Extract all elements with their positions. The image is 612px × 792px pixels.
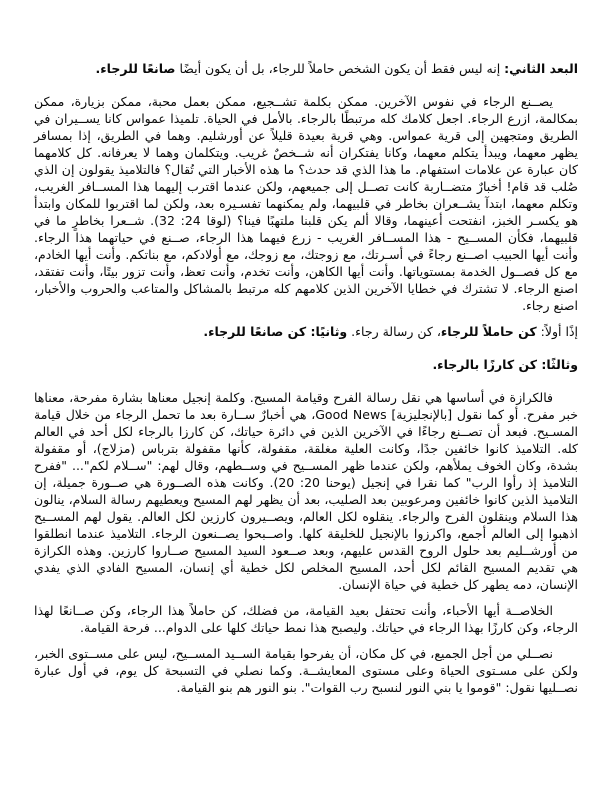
- heading-second-dimension-bold-tail: صانعًا للرجاء.: [95, 61, 176, 76]
- recap-bold-second: وثانيًا: كن صانعًا للرجاء.: [203, 324, 348, 339]
- recap-line: [34, 323, 578, 340]
- heading-third-point: وثالثًا: كن كارزًا بالرجاء.: [432, 357, 578, 372]
- recap-lead: إذًا أولاً:: [536, 324, 578, 339]
- paragraph-preaching: فالكرازة في أساسها هي نقل رسالة الفرح وقيامة المسيح. وكلمة إنجيل معناها بشارة مفرحة، معناها خبر مفرح. أو كما نقول [بالإنجليزية] Good News، هي أخبارٌ ســارة بعد ما تحمل الرجاء من خلال قيامة المسـيح. فبعد أن تصــنع رجاءًا في الآخرين الذين في دائرة حياتك، كن كارزا بالرجاء لكل أحد في العالم كله. التلاميذ كانوا خائفين جدًا، وكانت العلية مغلقة، مقفولة، كأنها مقفولة بترباس (مزلاج)، أو مقفولة بشدة، وكان الخوف يملأهم، ولكن عندما ظهر المســيح في وســطهم، وقال لهم: "ســلام لكم"... "ففرح التلاميذ إذ رأوا الرب" كما نقرا في إنجيل (يوحنا 20: 20). وكانت هذه الصــورة هي صــورة جميلة، إن التلاميذ الذين كانوا خائفين ومرعوبين بعد الصليب، بعد أن يظهر لهم المسيح ويعطيهم رسالة السلام، ينالون هذا السلام وينقلون الفرح والرجاء. ينقلوه لكل العالم، ويصــيرون كارزين لكل العالم. يقول لهم المســيح اذهبوا إلى العالم أجمع، واكرزوا بالإنجيل للخليقة كلها. واصــبحوا يصــنعون الرجاء. التلاميذ عندما انطلقوا من أورشــليم بعد حلول الروح القدس عليهم، وبعد صــعود السيد المسيح صــاروا كارزين. وهذه الكرازة هي تقديم المسيح القائم لكل أحد، المسيح المخلص لكل خطية أي إنسان، المسيح الفادي الذي يفدي الإنسان، دمه يطهر كل خطية في حياة الإنسان.: [34, 390, 578, 592]
- paragraph-prayer: نصــلي من أجل الجميع، في كل مكان، أن يفرحوا بقيامة الســيد المســيح، ليس على مســتوى الخبر، ولكن على مسـتوى الحياة وعلى مستوى المعايشــة. وكما نصلي في التسبحة كل يوم، في أول عبارة نصــليها نقول: "قوموا يا بني النور لنسبح رب القوات". بنو النور هم بنو القيامة.: [34, 646, 578, 695]
- document-content: [34, 60, 578, 696]
- heading-second-dimension: [34, 60, 578, 77]
- heading-second-dimension-label: البعد الثاني:: [504, 61, 578, 76]
- heading-second-dimension-text: إنه ليس فقط أن يكون الشخص حاملاً للرجاء، بل أن يكون أيضًا: [175, 61, 505, 76]
- paragraph-conclusion: الخلاصــة أيها الأحباء، وأنت تحتفل بعيد القيامة، من فضلك، كن حاملاً هذا الرجاء، وكن صــانعًا لهذا الرجاء، وكن كارزًا بهذا الرجاء في حياتك. وليصبح هذا نمط حياتك كلها على الدوام... فرحة القيامة.: [34, 603, 578, 635]
- recap-bold-first: كن حاملاً للرجاء: [440, 324, 537, 339]
- recap-mid: ، كن رسالة رجاء.: [347, 324, 441, 339]
- paragraph-make-hope: يصــنع الرجاء في نفوس الآخرين. ممكن بكلمة تشــجيع، ممكن بعمل محبة، ممكن بزيارة، ممكن بمكالمة، ازرع الرجاء. اجعل كلامك كله مرتبطًا بالرجاء. بالأمل في الحياة. تلميذا عمواس كانا يســيران في الطريق ومتجهين إلى قرية عمواس. وهي قرية بعيدة قليلاً عن أورشليم. وهما في الطريق، إذا بمسافر يظهر معهما، ويبدأ يتكلم معهما، وكانا يفتكران أنه شــخصٌ غريب. ويتكلمان وهما لا يعرفانه. كل كلامهما كان عبارة عن علامات استفهام. ما هذا الذي قد حدث؟ ما هذه الأخبار التي تُقال؟ فالتلاميذ يقولون إن الذي صُلب قد قام! أخبارٌ متضــاربة كانت تصــل إلى جميعهم، ولكن عندما اقترب إليهما هذا المســافر الغريب، وتكلم معهما، ابتدآ يشــعران بخاطر في قلبيهما، ولم يمكنهما تفسـيره بعد، ولكن لما اقتربوا للمكان وابتدأ هو يكسـر الخبز، انفتحت أعينهما، وقالا ألم يكن قلبنا ملتهبًا فينا؟ (لوقا 24: 32). شــعرا بخاطرٍ ما في قلبيهما، فكأن المســيح - هذا المســافر الغريب - زرع فيهما هذا الرجاء، صــنع في حياتهما هذا الرجاء. وأنت أيها الحبيب اصــنع رجاءً في أسـرتك، مع زوجتك، مع زوجك، مع أولادكم، مع بناتكم. وأنت أيها الخادم، مع كل فصــول الخدمة بمستوياتها. وأنت أيها الكاهن، وأنت تخدم، وأنت تعظ، وأنت تزور بيتًا، وأنت تفتقد، اصنع الرجاء. لا تشترك في خطايا الآخرين الذين كلامهم كله مرتبط بالمشاكل والمتاعب والحروب والأخبار، اصنع رجاء.: [34, 94, 579, 313]
